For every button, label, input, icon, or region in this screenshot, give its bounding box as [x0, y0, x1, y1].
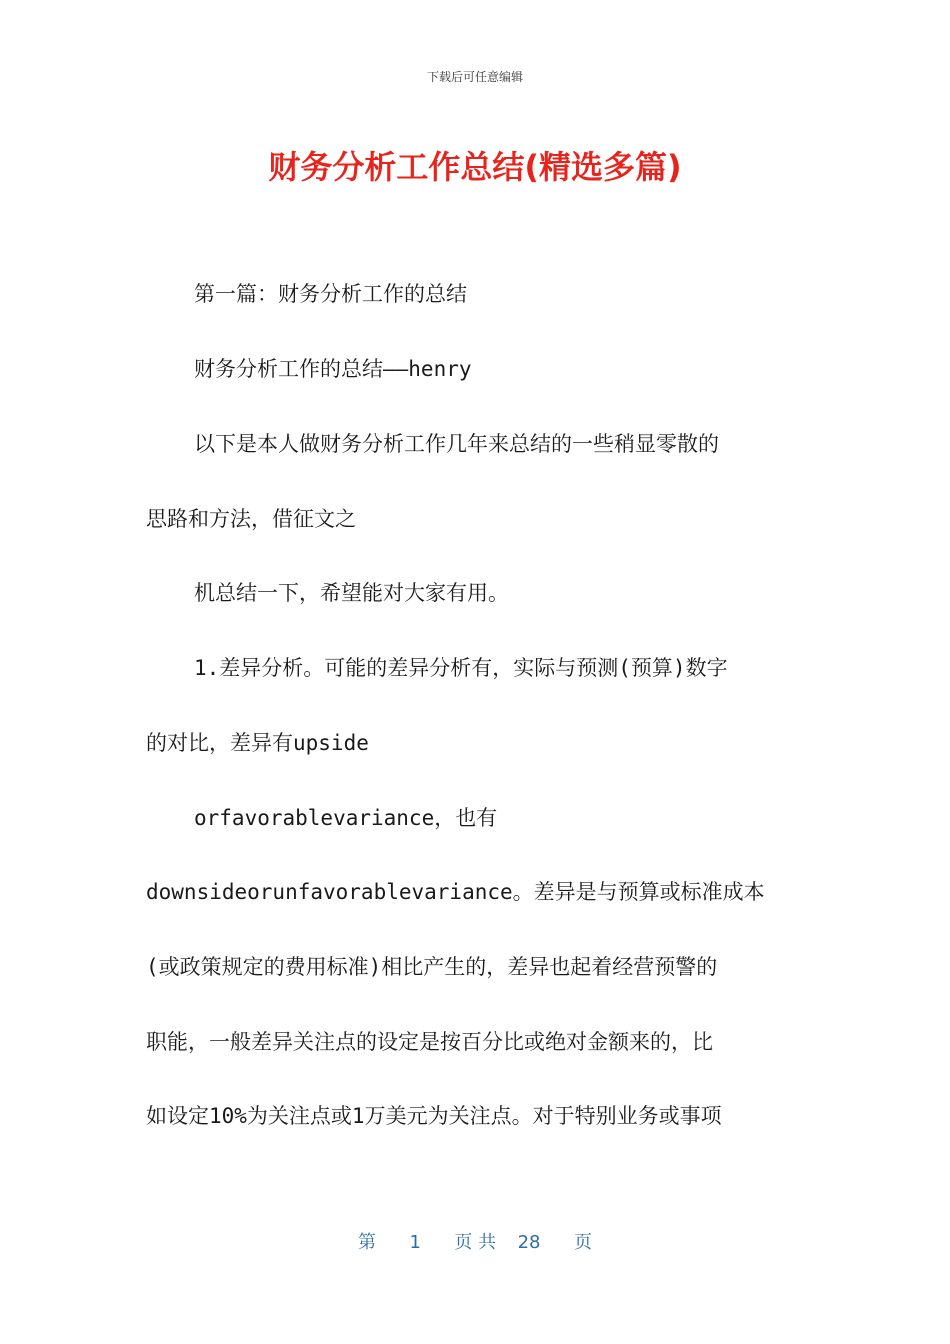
paragraph-line: 机总结一下，希望能对大家有用。 — [194, 581, 509, 605]
paragraph-line: 的对比，差异有upside — [146, 731, 369, 755]
paragraph-line: 1.差异分析。可能的差异分析有，实际与预测(预算)数字 — [194, 656, 728, 680]
paragraph-line: 以下是本人做财务分析工作几年来总结的一些稍显零散的 — [194, 432, 719, 456]
paragraph-line: 思路和方法，借征文之 — [146, 507, 356, 531]
document-title: 财务分析工作总结(精选多篇) — [268, 148, 682, 186]
paragraph-line: 财务分析工作的总结——henry — [194, 357, 472, 381]
paragraph-line: orfavorablevariance，也有 — [194, 806, 498, 830]
paragraph-line: 如设定10%为关注点或1万美元为关注点。对于特别业务或事项 — [146, 1104, 722, 1128]
footer-prefix: 第 — [358, 1232, 377, 1253]
paragraph-line: 职能，一般差异关注点的设定是按百分比或绝对金额来的，比 — [146, 1030, 713, 1054]
paragraph-line: 第一篇：财务分析工作的总结 — [194, 282, 467, 306]
paragraph-line: (或政策规定的费用标准)相比产生的，差异也起着经营预警的 — [146, 955, 718, 979]
page-footer — [0, 1228, 950, 1254]
footer-suffix: 页 — [573, 1232, 592, 1253]
paragraph-line: downsideorunfavorablevariance。差异是与预算或标准成本 — [146, 880, 765, 904]
footer-middle: 页 共 — [454, 1232, 497, 1253]
current-page-number: 1 — [409, 1232, 421, 1253]
header-note: 下载后可任意编辑 — [426, 70, 523, 84]
total-pages: 28 — [517, 1232, 541, 1253]
